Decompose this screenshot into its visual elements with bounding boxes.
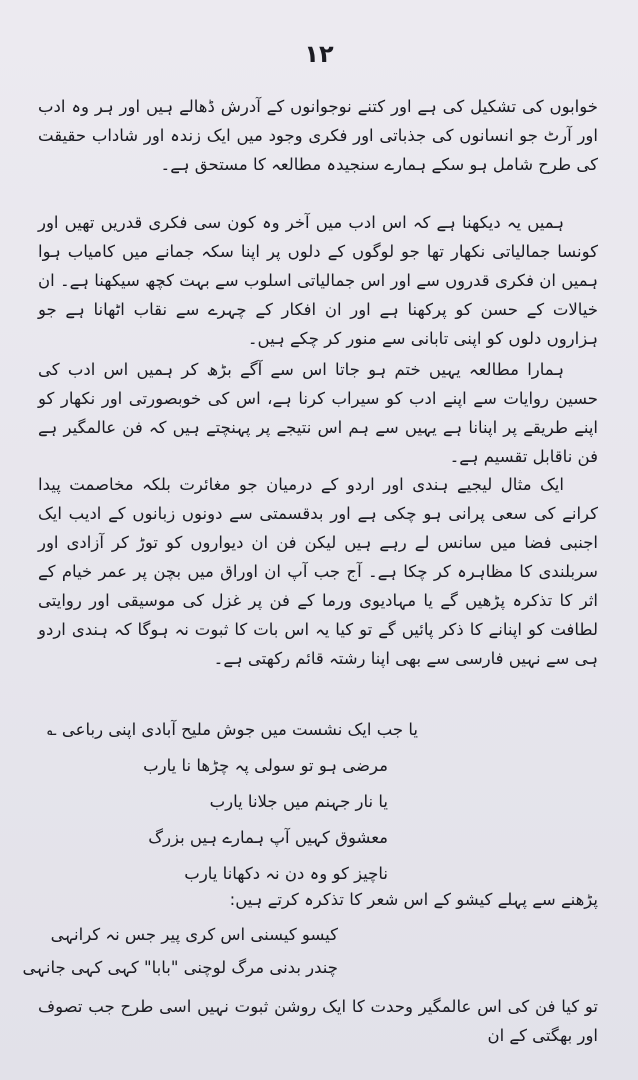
paragraph-1: خوابوں کی تشکیل کی ہے اور کتنے نوجوانوں کے آدرش ڈھالے ہیں اور ہر وہ ادب اور آرٹ جو انسانوں کی جذباتی اور فکری وجود میں ایک زندہ اور شاداب حقیقت کی طرح شامل ہو سکے ہمارے سنجیدہ مطالعہ کا مستحق ہے۔ bbox=[38, 97, 598, 174]
rubai-line-3: معشوق کہیں آپ ہمارے ہیں بزرگ bbox=[148, 828, 388, 847]
rubai-line-2: یا نار جہنم میں جلانا یارب bbox=[209, 792, 388, 811]
rubai-line-1: مرضی ہو تو سولی پہ چڑھا نا یارب bbox=[143, 756, 388, 775]
keshav-couplet bbox=[22, 918, 338, 984]
rubai-intro: یا جب ایک نشست میں جوش ملیح آبادی اپنی رباعی ؎ bbox=[46, 720, 418, 739]
paragraph-3: ہمارا مطالعہ یہیں ختم ہو جاتا اس سے آگے بڑھ کر ہمیں اس ادب کی حسین روایات سے اپنے ادب کو سیراب کرنا ہے، اس کی خوبصورتی اور نکھار کو اپنے طریقے پر اپنانا ہے یہیں سے ہم اس نتیجے پر پہنچتے ہیں کہ فن عالمگیر ہے فن ناقابل تقسیم ہے۔ bbox=[38, 360, 598, 466]
couplet-line-1: کیسو کیسنی اس کری پیر جس نہ کرانہی bbox=[50, 925, 338, 944]
page-number: ۱۲ bbox=[304, 40, 334, 68]
couplet-line-2: چندر بدنی مرگ لوچنی "بابا" کہی کہی جانہی bbox=[22, 958, 338, 977]
paragraph-2: ہمیں یہ دیکھنا ہے کہ اس ادب میں آخر وہ کون سی فکری قدریں تھیں اور کونسا جمالیاتی نکھار تھا جو لوگوں کے دلوں پر اپنا سکہ جمانے میں کامیاب ہوا ہمیں ان فکری قدروں سے اور اس جمالیاتی اسلوب سے بہت کچھ سیکھنا ہے۔ ان خیالات کے حسن کو پرکھنا ہے اور ان افکار کے چہرے سے نقاب اٹھانا ہے جو ہزاروں دلوں کو اپنی تابانی سے منور کر چکے ہیں۔ bbox=[38, 213, 598, 348]
rubai-line-4: ناچیز کو وہ دن نہ دکھانا یارب bbox=[184, 864, 388, 883]
paragraph-4: ایک مثال لیجیے ہندی اور اردو کے درمیان جو مغائرت بلکہ مخاصمت پیدا کرانے کی سعی پرانی ہو چکی ہے اور بدقسمتی سے دونوں زبانوں کے ادیب ایک اجنبی فضا میں سانس لے رہے ہیں لیکن فن ان دیواروں کو توڑ کر آزادی اور سربلندی کا مظاہرہ کر چکا ہے۔ آج جب آپ ان اوراق میں بچن پر عمر خیام کے اثر کا تذکرہ پڑھیں گے یا مہادیوی ورما کے فن پر غزل کی موسیقی اور روایتی لطافت کو اپنانے کا ذکر پائیں گے تو کیا یہ اس بات کا ثبوت نہ ہوگا کہ ہندی اردو ہی سے نہیں فارسی سے بھی اپنا رشتہ قائم رکھتی ہے۔ bbox=[38, 475, 598, 668]
closing-paragraph: تو کیا فن کی اس عالمگیر وحدت کا ایک روشن ثبوت نہیں اسی طرح جب تصوف اور بھگتی کے ان bbox=[38, 997, 598, 1045]
rubai bbox=[143, 748, 388, 892]
couplet-intro: پڑھنے سے پہلے کیشو کے اس شعر کا تذکرہ کرتے ہیں: bbox=[229, 890, 598, 909]
